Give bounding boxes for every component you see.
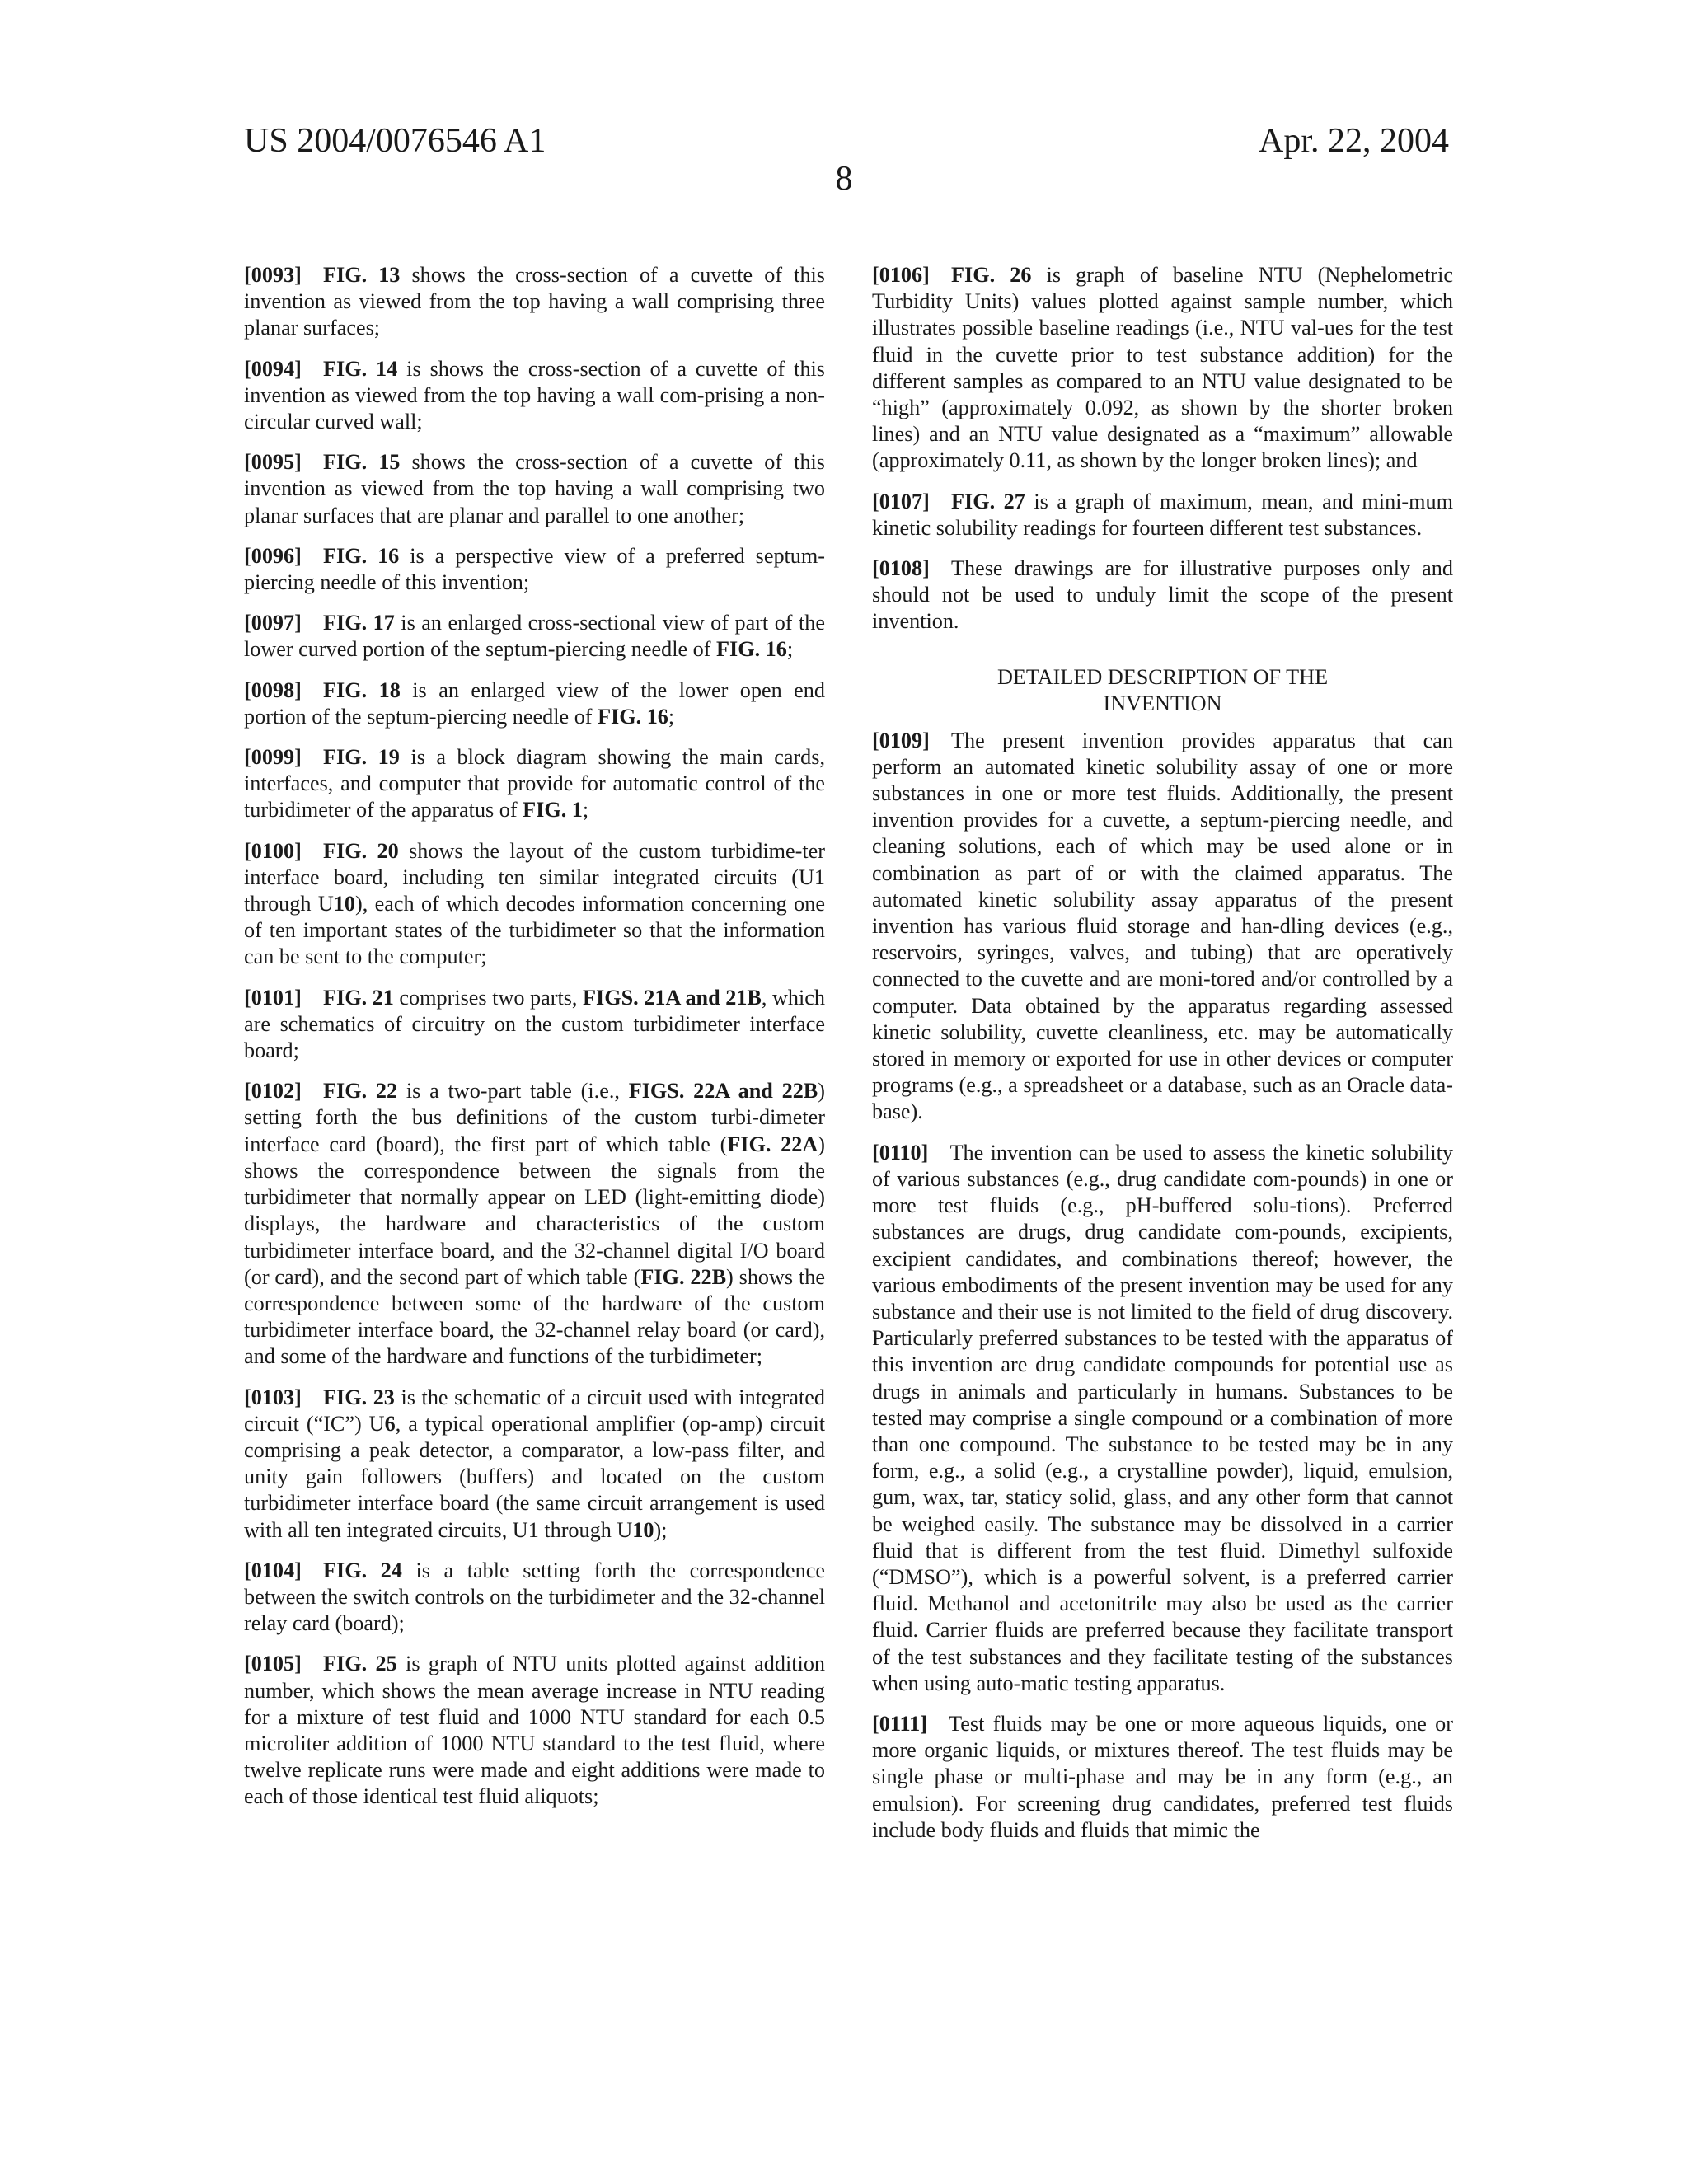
paragraph-number: [0105] [244, 1652, 302, 1676]
paragraph-text: FIG. 16 is a perspective view of a preferred septum-piercing needle of this invention; [244, 543, 825, 595]
page-number: 8 [835, 160, 853, 198]
right-column-figure-descriptions [872, 262, 1453, 635]
publication-number: US 2004/0076546 A1 [244, 122, 546, 160]
paragraph-text: FIG. 22 is a two-part table (i.e., FIGS. 22A and 22B) setting forth the bus definitions of the custom turbi-dimeter interface card (board), the first part of which table (FIG. 22A) shows the correspondence between the signals from the turbidimeter that normally appear on LED (light-emitting diode) displays, the hardware and characteristics of the custom turbidimeter interface board, and the 32-channel digital I/O board (or card), and the second part of which table (FIG. 22B) shows the correspondence between some of the hardware of the custom turbidimeter interface board, the 32-channel relay board (or card), and some of the hardware and functions of the turbidimeter; [244, 1079, 826, 1369]
publication-date: Apr. 22, 2004 [1259, 122, 1449, 160]
paragraph-number: [0094] [244, 356, 302, 381]
paragraph-text: These drawings are for illustrative purposes only and should not be used to unduly limit the scope of the present invention. [872, 556, 1453, 634]
paragraph-text: FIG. 26 is graph of baseline NTU (Nephelometric Turbidity Units) values plotted against sample number, which illustrates possible baseline readings (i.e., NTU val-ues for the test fluid in the cuvette prior to test substance addition) for the different samples as compared to an NTU value designated to be “high” (approximately 0.092, as shown by the shorter broken lines) and an NTU value designated as a “maximum” allowable (approximately 0.11, as shown by the longer broken lines); and [872, 263, 1453, 473]
paragraph-0104 [244, 1558, 825, 1638]
paragraph-number: [0100] [244, 838, 302, 863]
section-heading [872, 664, 1453, 717]
paragraph-0094 [244, 356, 825, 436]
paragraph-text: FIG. 14 is shows the cross-section of a cuvette of this invention as viewed from the top having a wall com-prising a non-circular curved wall; [244, 356, 826, 434]
paragraph-number: [0102] [244, 1079, 302, 1104]
paragraph-text: FIG. 15 shows the cross-section of a cuvette of this invention as viewed from the top having a wall comprising two planar surfaces that are planar and parallel to one another; [244, 450, 826, 527]
paragraph-0105 [244, 1651, 825, 1810]
paragraph-number: [0097] [244, 611, 302, 635]
paragraph-0107 [872, 489, 1453, 541]
paragraph-0103 [244, 1385, 825, 1544]
right-column [872, 262, 1453, 1858]
paragraph-number: [0104] [244, 1558, 302, 1582]
paragraph-number: [0095] [244, 450, 302, 475]
paragraph-number: [0101] [244, 985, 302, 1010]
paragraph-number: [0099] [244, 745, 302, 770]
paragraph-text: FIG. 19 is a block diagram showing the main cards, interfaces, and computer that provide for automatic control of the turbidimeter of the apparatus of FIG. 1; [244, 745, 826, 823]
paragraph-0099 [244, 744, 825, 824]
paragraph-0096 [244, 543, 825, 596]
paragraph-0098 [244, 677, 825, 730]
paragraph-number: [0098] [244, 677, 302, 702]
paragraph-number: [0103] [244, 1385, 302, 1409]
paragraph-0097 [244, 610, 825, 663]
paragraph-text: FIG. 23 is the schematic of a circuit used with integrated circuit (“IC”) U6, a typical operational amplifier (op-amp) circuit comprising a peak detector, a comparator, a low-pass filter, and unity gain followers (buffers) and located on the custom turbidimeter interface board (the same circuit arrangement is used with all ten integrated circuits, U1 through U10); [244, 1385, 825, 1542]
paragraph-text: FIG. 20 shows the layout of the custom turbidime-ter interface board, including ten similar integrated circuits (U1 through U10), each of which decodes information concerning one of ten important states of the turbidimeter so that the information can be sent to the computer; [244, 838, 825, 969]
paragraph-text: FIG. 18 is an enlarged view of the lower open end portion of the septum-piercing needle of FIG. 16; [244, 677, 825, 729]
section-heading-line-1: DETAILED DESCRIPTION OF THE [996, 664, 1329, 689]
left-column [244, 262, 825, 1825]
right-column-detailed-description [872, 728, 1453, 1844]
paragraph-0100 [244, 838, 825, 971]
paragraph-text: The invention can be used to assess the kinetic solubility of various substances (e.g., drug candidate com-pounds) in one or more test fluids (e.g., pH-buffered solu-tions). Preferred substances are drugs, drug candidate com-pounds, excipients, excipient candidates, and combinations thereof; however, the various embodiments of the present invention may be used for any substance and their use is not limited to the field of drug discovery. Particularly preferred substances to be tested with the apparatus of this invention are drug candidate compounds for potential use as drugs in animals and particularly in humans. Substances to be tested may comprise a single compound or a combination of more than one compound. The substance to be tested may be in any form, e.g., a solid (e.g., a crystalline powder), liquid, emulsion, gum, wax, tar, staticy solid, glass, and any other form that cannot be weighed easily. The substance may be dissolved in a carrier fluid that is different from the test fluid. Dimethyl sulfoxide (“DMSO”), which is a powerful solvent, is a preferred carrier fluid. Methanol and acetonitrile may also be used as the carrier fluid. Carrier fluids are preferred because they facilitate transport of the test substances and they facilitate testing of the substances when using auto-matic testing apparatus. [872, 1140, 1453, 1695]
paragraph-0101 [244, 985, 825, 1065]
paragraph-text: FIG. 24 is a table setting forth the correspondence between the switch controls on the turbidimeter and the 32-channel relay card (board); [244, 1558, 825, 1636]
paragraph-number: [0111] [872, 1711, 927, 1736]
paragraph-text: The present invention provides apparatus that can perform an automated kinetic solubility assay of one or more substances in one or more test fluids. Additionally, the present invention provides for a cuvette, a septum-piercing needle, and cleaning solutions, each of which may be used alone or in combination as part of or with the claimed apparatus. The automated kinetic solubility assay apparatus of the present invention has various fluid storage and han-dling devices (e.g., reservoirs, syringes, valves, and tubing) that are operatively connected to the cuvette and are moni-tored and/or controlled by a computer. Data obtained by the apparatus regarding assessed kinetic solubility, cuvette cleanliness, etc. may be automatically stored in memory or exported for use in other devices or computer programs (e.g., a spreadsheet or a database, such as an Oracle data-base). [872, 728, 1453, 1124]
paragraph-number: [0096] [244, 543, 302, 568]
paragraph-number: [0108] [872, 556, 930, 581]
paragraph-0093 [244, 262, 825, 342]
paragraph-text: FIG. 21 comprises two parts, FIGS. 21A and 21B, which are schematics of circuitry on the custom turbidimeter interface board; [244, 985, 826, 1063]
paragraph-text: FIG. 25 is graph of NTU units plotted against addition number, which shows the mean average increase in NTU reading for a mixture of test fluid and 1000 NTU standard for each 0.5 microliter addition of 1000 NTU standard to the test fluid, where twelve replicate runs were made and eight additions were made to each of those identical test fluid aliquots; [244, 1652, 826, 1809]
paragraph-number: [0093] [244, 263, 302, 287]
paragraph-text: FIG. 13 shows the cross-section of a cuvette of this invention as viewed from the top having a wall comprising three planar surfaces; [244, 263, 826, 340]
paragraph-0110 [872, 1140, 1453, 1697]
paragraph-number: [0110] [872, 1140, 929, 1165]
paragraph-number: [0106] [872, 263, 930, 287]
paragraph-0108 [872, 555, 1453, 635]
paragraph-text: Test fluids may be one or more aqueous liquids, one or more organic liquids, or mixtures thereof. The test fluids may be single phase or multi-phase and may be in any form (e.g., an emulsion). For screening drug candidates, preferred test fluids include body fluids and fluids that mimic the [872, 1711, 1453, 1842]
paragraph-0102 [244, 1078, 825, 1370]
paragraph-number: [0109] [872, 728, 930, 752]
paragraph-0106 [872, 262, 1453, 475]
section-heading-line-2: INVENTION [1103, 691, 1222, 715]
paragraph-text: FIG. 27 is a graph of maximum, mean, and mini-mum kinetic solubility readings for fourteen different test substances. [872, 489, 1453, 540]
paragraph-text: FIG. 17 is an enlarged cross-sectional view of part of the lower curved portion of the septum-piercing needle of FIG. 16; [244, 611, 825, 662]
paragraph-0095 [244, 449, 825, 529]
paragraph-0111 [872, 1711, 1453, 1844]
paragraph-number: [0107] [872, 489, 930, 513]
paragraph-0109 [872, 728, 1453, 1126]
